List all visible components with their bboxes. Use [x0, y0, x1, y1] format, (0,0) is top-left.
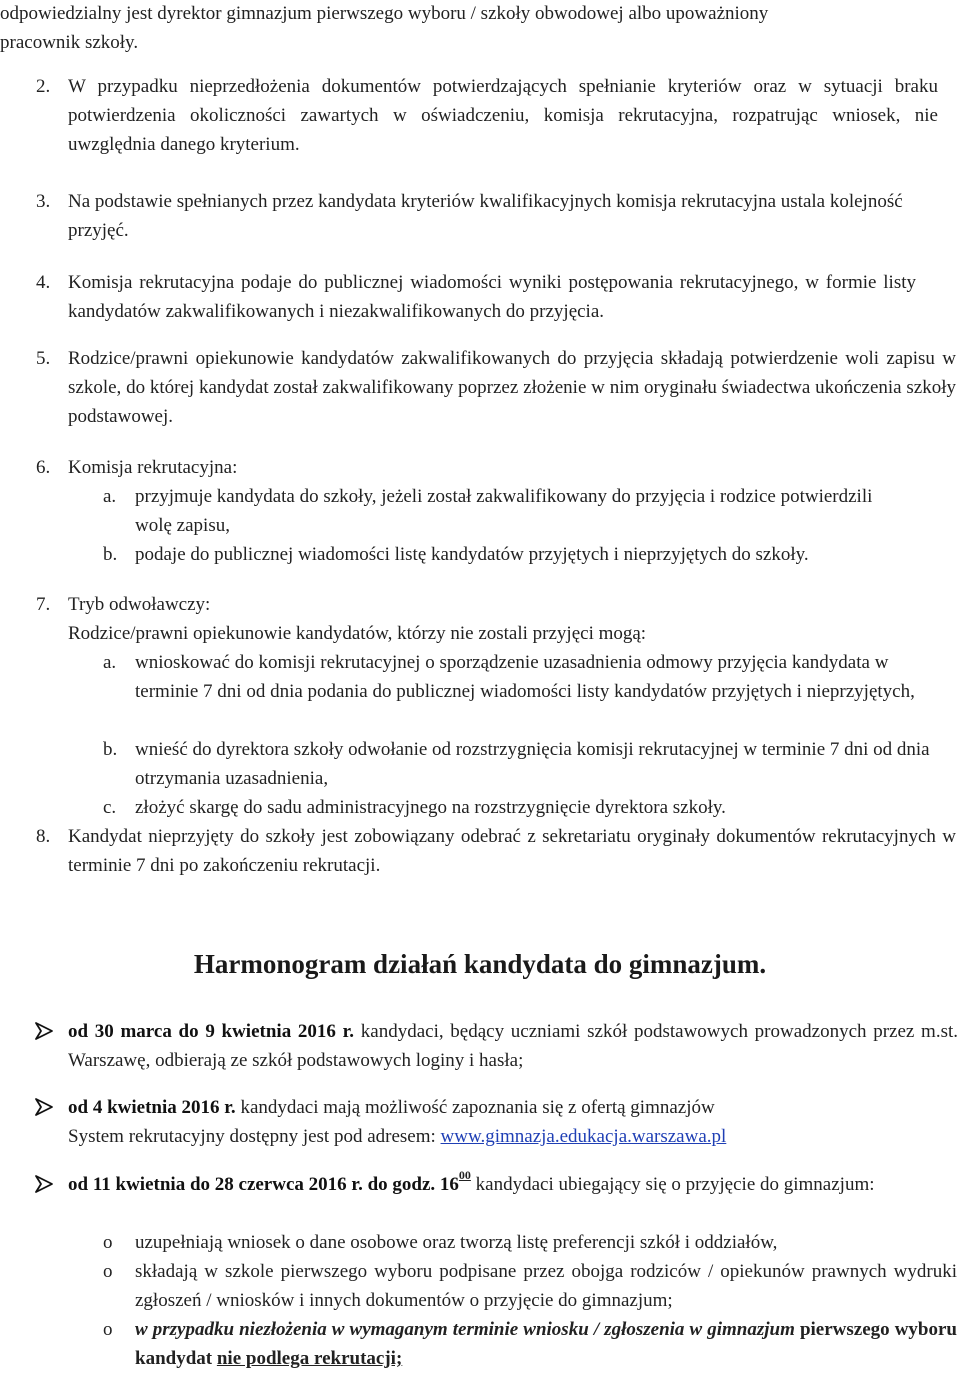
sub-bullet-marker: o	[103, 1319, 113, 1340]
sub-bullet-marker: o	[103, 1261, 113, 1282]
continuation-line-2: pracownik szkoły.	[0, 32, 139, 53]
item-7-c-label: c.	[103, 797, 117, 818]
arrow-bullet-icon	[34, 1097, 56, 1117]
item-number-7: 7.	[36, 594, 51, 615]
item-4-text: Komisja rekrutacyjna podaje do publicznej wiadomości wyniki postępowania rekrutacyjnego, w formie listy kandydatów zakwalifikowanych i niezakwalifikowanych do przyjęcia.	[68, 272, 916, 322]
harmonogram-item-3-date: od 11 kwietnia do 28 czerwca 2016 r. do godz. 16	[68, 1174, 459, 1195]
harmonogram-item-2-line2: System rekrutacyjny dostępny jest pod adresem:	[68, 1126, 436, 1147]
harmonogram-item-3-o3-italic: w przypadku niezłożenia w wymaganym terminie wniosku / zgłoszenia w gimnazjum	[135, 1319, 795, 1340]
item-number-5: 5.	[36, 348, 51, 369]
item-7-a-text: wnioskować do komisji rekrutacyjnej o sporządzenie uzasadnienia odmowy przyjęcia kandydata w terminie 7 dni od dnia podania do publicznej wiadomości listy kandydatów przyjętych i nieprzyjętych,	[135, 652, 915, 702]
item-6-a-text: przyjmuje kandydata do szkoły, jeżeli został zakwalifikowany do przyjęcia i rodzice potwierdzili wolę zapisu,	[135, 486, 873, 536]
harmonogram-item-3-minutes: 00	[458, 1167, 471, 1182]
harmonogram-item-1-text: kandydaci, będący uczniami szkół podstawowych prowadzonych przez m.st. Warszawę, odbierają ze szkół podstawowych loginy i hasła;	[68, 1021, 958, 1071]
arrow-bullet-icon	[34, 1021, 56, 1041]
harmonogram-item-3-o3-bold: pierwszego wyboru kandydat	[135, 1319, 958, 1369]
harmonogram-title: Harmonogram działań kandydata do gimnazjum.	[193, 949, 767, 979]
harmonogram-item-1	[68, 1017, 958, 1075]
harmonogram-item-3-o1: uzupełniają wniosek o dane osobowe oraz tworzą listę preferencji szkół i oddziałów,	[135, 1232, 778, 1253]
item-6-text: Komisja rekrutacyjna:	[68, 457, 238, 478]
gimnazja-link[interactable]: www.gimnazja.edukacja.warszawa.pl	[440, 1126, 727, 1147]
item-number-2: 2.	[36, 76, 51, 97]
harmonogram-item-3-o3-underline: nie podlega rekrutacji;	[216, 1348, 403, 1369]
sub-bullet-marker: o	[103, 1232, 113, 1253]
item-number-3: 3.	[36, 191, 51, 212]
item-6-a-label: a.	[103, 486, 117, 507]
paragraph-continuation	[0, 0, 958, 57]
harmonogram-item-3-text: kandydaci ubiegający się o przyjęcie do gimnazjum:	[475, 1174, 875, 1195]
harmonogram-item-2-date: od 4 kwietnia 2016 r.	[68, 1097, 236, 1118]
harmonogram-item-1-date: od 30 marca do 9 kwietnia 2016 r.	[68, 1021, 355, 1042]
continuation-line-1: odpowiedzialny jest dyrektor gimnazjum pierwszego wyboru / szkoły obwodowej albo upoważniony	[0, 3, 769, 24]
item-7-text: Tryb odwoławczy:	[68, 594, 211, 615]
harmonogram-item-2-text: kandydaci mają możliwość zapoznania się z ofertą gimnazjów	[240, 1097, 715, 1118]
harmonogram-item-2	[68, 1093, 958, 1151]
harmonogram-item-3-o2: składają w szkole pierwszego wyboru podpisane przez obojga rodziców / opiekunów prawnych wydruki zgłoszeń / wniosków i innych dokumentów o przyjęcie do gimnazjum;	[135, 1261, 957, 1311]
item-number-8: 8.	[36, 826, 51, 847]
harmonogram-item-3-o3	[135, 1315, 957, 1373]
item-2-text: W przypadku nieprzedłożenia dokumentów potwierdzających spełnianie kryteriów oraz w sytuacji braku potwierdzenia okoliczności zawartych w oświadczeniu, komisja rekrutacyjna, rozpatrując wniosek, nie uwzględnia danego kryterium.	[68, 76, 938, 155]
arrow-bullet-icon	[34, 1174, 56, 1194]
item-7-a-label: a.	[103, 652, 117, 673]
item-8-text: Kandydat nieprzyjęty do szkoły jest zobowiązany odebrać z sekretariatu oryginały dokumentów rekrutacyjnych w terminie 7 dni po zakończeniu rekrutacji.	[68, 826, 956, 876]
item-number-6: 6.	[36, 457, 51, 478]
harmonogram-item-3	[68, 1167, 958, 1199]
item-3-text: Na podstawie spełnianych przez kandydata kryteriów kwalifikacyjnych komisja rekrutacyjna ustala kolejność przyjęć.	[68, 191, 903, 241]
item-6-b-text: podaje do publicznej wiadomości listę kandydatów przyjętych i nieprzyjętych do szkoły.	[135, 544, 809, 565]
item-7-b-text: wnieść do dyrektora szkoły odwołanie od rozstrzygnięcia komisji rekrutacyjnej w terminie 7 dni od dnia otrzymania uzasadnienia,	[135, 739, 930, 789]
item-5-text: Rodzice/prawni opiekunowie kandydatów zakwalifikowanych do przyjęcia składają potwierdzenie woli zapisu w szkole, do której kandydat został zakwalifikowany poprzez złożenie w nim oryginału świadectwa ukończenia szkoły podstawowej.	[68, 348, 956, 427]
item-7-c-text: złożyć skargę do sadu administracyjnego na rozstrzygnięcie dyrektora szkoły.	[135, 797, 726, 818]
item-6-b-label: b.	[103, 544, 118, 565]
item-7-b-label: b.	[103, 739, 118, 760]
item-number-4: 4.	[36, 272, 51, 293]
item-7-intro: Rodzice/prawni opiekunowie kandydatów, którzy nie zostali przyjęci mogą:	[68, 623, 647, 644]
